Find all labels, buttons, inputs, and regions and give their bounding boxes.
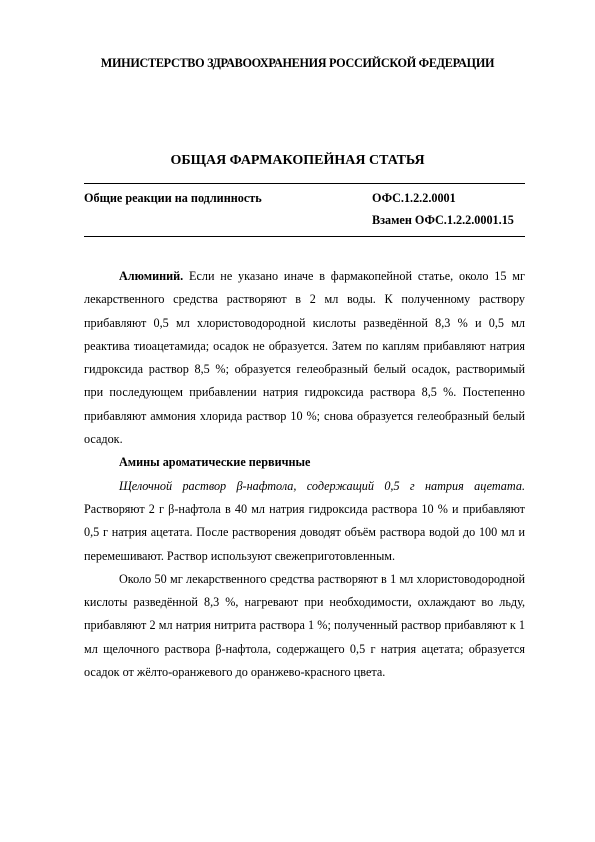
article-name: Общие реакции на подлинность	[84, 191, 262, 205]
aluminium-text: Если не указано иначе в фармакопейной статье, около 15 мг лекарственного средства растворяют в 2 мл воды. К полученному раствору прибавляют 0,5 мл хлористоводородной кислоты разведённой 8,3 % и 0,5 мл реактива тиоацетамида; осадок не образуется. Затем по каплям прибавляют натрия гидроксида раствор 8,5 %; образуется гелеобразный белый осадок, растворимый при последующем прибавлении натрия гидроксида раствора 8,5 %. Постепенно прибавляют аммония хлорида раствор 10 %; снова образуется гелеобразный белый осадок.	[84, 269, 525, 447]
amines-heading: Амины ароматические первичные	[119, 455, 311, 470]
paragraph-reagent	[84, 475, 525, 568]
aluminium-heading: Алюминий.	[119, 269, 184, 283]
page-title: ОБЩАЯ ФАРМАКОПЕЙНАЯ СТАТЬЯ	[170, 153, 425, 168]
ministry-header: МИНИСТЕРСТВО ЗДРАВООХРАНЕНИЯ РОССИЙСКОЙ ФЕДЕРАЦИИ	[100, 56, 495, 70]
article-body	[84, 265, 525, 684]
paragraph-aluminium	[84, 265, 525, 451]
paragraph-amines: Около 50 мг лекарственного средства растворяют в 1 мл хлористоводородной кислоты разведённой 8,3 %, нагревают при необходимости, охлаждают во льду, прибавляют 2 мл натрия нитрита раствора 1 %; полученный раствор прибавляют к 1 мл щелочного раствора β-нафтола, содержащего 0,5 г натрия ацетата; образуется осадок от жёлто-оранжевого до оранжево-красного цвета.	[84, 571, 525, 680]
replaces-code: Взамен ОФС.1.2.2.0001.15	[372, 213, 514, 227]
article-code: ОФС.1.2.2.0001	[372, 191, 456, 205]
bottom-divider	[84, 236, 525, 237]
top-divider	[84, 183, 525, 184]
reagent-text: Растворяют 2 г β-нафтола в 40 мл натрия гидроксида раствора 10 % и прибавляют 0,5 г натрия ацетата. После растворения доводят объём раствора водой до 100 мл и перемешивают. Раствор используют свежеприготовленным.	[84, 501, 525, 563]
reagent-heading: Щелочной раствор β-нафтола, содержащий 0,5 г натрия ацетата.	[119, 478, 525, 493]
